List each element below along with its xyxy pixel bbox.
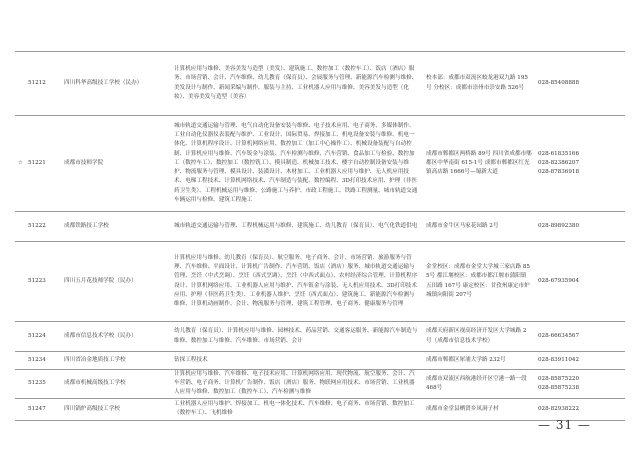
school-majors: 城市轨道交通运输与管理、电气自动化设备安装与维修、电子技术应用、电子商务、多媒体制作、工业自动化仪器仪表装配与维护、工业设计、国际贸易、焊接加工、机电设备安装与维修、机电一体化、计算机程序设计、计算机网络应用、数控加工（加工中心操作工）、机械设备装配与自动控制、计算机应用与维修、汽车钣金与涂装、汽车检测与维修、汽车营销、食品加工与检验、数控加工（数控车工）、数控加工（数控铣工）、模具制造、机械加工技术、楼宇自动控制设备安装与维护、物流服务与管理、模具设计、装潢设计、木材加工、工业机器人应用与维护、无人机应用技术、电梯工程技术、计算机网络技术、汽车制造与装配、数控编程、3D打印技术应用、护理（非医药卫生类）、工程机械运用与维修、公路施工与养护、市政工程施工、铁路工程测量、城市轨道交通车辆运用与检修、建筑工程施工 <box>171 116 423 212</box>
school-phone <box>535 116 625 212</box>
star-mark <box>15 370 25 399</box>
school-phone <box>535 52 625 116</box>
school-phone <box>535 398 625 420</box>
school-address: 成都市郫都区犀浦大学路 232号 <box>423 352 535 370</box>
school-name: 四川锅炉高级技工学校 <box>61 398 171 420</box>
school-name: 成都铁路技工学校 <box>61 212 171 242</box>
phone-number: 028-89892380 <box>538 222 580 229</box>
school-table <box>15 51 625 421</box>
school-majors: 幼儿教育（保育员）、计算机应用与维修、园林技术、药品营销、交通客运服务、新能源汽车制造与维修、数控加工与维修、汽车维修、市场营销、会计 <box>171 322 423 352</box>
school-phone <box>535 370 625 399</box>
school-majors: 钻探工程技术 <box>171 352 423 370</box>
school-code: 51223 <box>25 242 61 322</box>
phone-number: 028-85875238 <box>538 384 580 391</box>
school-code: 51235 <box>25 370 61 399</box>
school-name: 四川五月花技师学院（民办） <box>61 242 171 322</box>
school-address: 成都市郫都区两桥路 89号 四川省成都市郫都区中华南街 615-1号 成都市郫都区红光镇高店路 1666号—蜀新大道 <box>423 116 535 212</box>
school-address: 金堂校区：成都市金堂大学城三家店路 855号 都江堰校区：成都市都江堰市蒲阳镇五田路 167号 康定校区：甘孜州康定市炉城镇向阳街 207号 <box>423 242 535 322</box>
school-address: 校本部：成都市双流区蛟龙港双九路 195号 分校区：成都市崇州市崇安路 526号 <box>423 52 535 116</box>
table-row <box>15 52 625 116</box>
school-phone <box>535 352 625 370</box>
school-address: 成都市金堂县栖贤乡凤洞子村 <box>423 398 535 420</box>
school-phone <box>535 322 625 352</box>
table-row <box>15 398 625 420</box>
school-code: 51212 <box>25 52 61 116</box>
school-phone <box>535 212 625 242</box>
school-phone <box>535 242 625 322</box>
school-code: 51221 <box>25 116 61 212</box>
page-number: — 31 — <box>538 418 591 432</box>
school-name: 成都市信息技术学校（民办） <box>61 322 171 352</box>
star-mark <box>15 398 25 420</box>
phone-number: 028-83911042 <box>538 356 580 363</box>
star-mark <box>15 322 25 352</box>
phone-number: 028-61835166 <box>538 150 580 157</box>
school-name: 四川科华高级技工学校（民办） <box>61 52 171 116</box>
school-majors: 计算机应用与维修、美容美发与造型（美发）、建筑施工、数控加工（数控车工）、饭店（酒店）服务、市场营销、会计、汽车维修、幼儿教育（保育员）、会展服务与管理、新能源汽车检测与维修、美发设计与制作、新闻采编与制作、服装与主持、工业机器人应用与维修、美容美发与造型（化妆）、美容美发与造型（美容） <box>171 52 423 116</box>
school-code: 51247 <box>25 398 61 420</box>
school-address: 成都天府新区视高经济开发区大学城路 2号（成都市信息技术学校） <box>423 322 535 352</box>
school-name: 成都市机械高级技工学校 <box>61 370 171 399</box>
phone-number: 028-82938222 <box>538 405 580 412</box>
table-row <box>15 242 625 322</box>
table-row <box>15 352 625 370</box>
school-majors: 计算机应用与维修、幼儿教育（保育员）、航空服务、电子商务、会计、市场营销、旅游服务与管理、汽车维修、平面设计、计算机广告制作、汽车营销、饭店（酒店）服务、城市轨道交通运输与管理、烹饪（中式烹调）、烹饪（西式烹调）、烹饪（中西式面点）、农村经济综合管理、计算机程序设计、计算机网络应用、工业机器人应用与维护、汽车钣金与涂装、无人机应用技术、3D打印技术应用、护理（非医药卫生类）、工业机器人维护、烹饪（西式面点）、建筑施工、新能源汽车检测与维修、计算机动画制作、会计、物流服务与管理、建筑工程管理、电子商务、健康服务与管理 <box>171 242 423 322</box>
school-code: 51234 <box>25 352 61 370</box>
school-majors: 计算机应用与维修、汽车维修、电子技术应用、计算机网络应用、现代物流、航空服务、会计、汽车营销、电子商务、计算机广告制作、饭店（酒店）服务、物联网应用技术、市场营销、工业机器人应用与维修、数控加工（数控车工）、汽车检测与维修 <box>171 370 423 399</box>
phone-number: 028-85875220 <box>538 375 580 382</box>
school-address: 成都市双流区西航港经开区空港一路一段 468号 <box>423 370 535 399</box>
table-row <box>15 116 625 212</box>
star-mark <box>15 212 25 242</box>
phone-number: 028-87836918 <box>538 169 580 176</box>
star-mark <box>15 242 25 322</box>
school-name: 四川省冶金地质技工学校 <box>61 352 171 370</box>
school-address: 成都市金牛区马家花园路 2号 <box>423 212 535 242</box>
table-row <box>15 212 625 242</box>
star-mark <box>15 352 25 370</box>
school-majors: 工业机器人应用与维护、焊接加工、机电一体化技术、汽车维修、电子商务、市场营销、数控加工（数控车工）、飞机维修 <box>171 398 423 420</box>
school-code: 51222 <box>25 212 61 242</box>
star-mark <box>15 52 25 116</box>
phone-number: 028-82386207 <box>538 159 580 166</box>
phone-number: 028-67935904 <box>538 277 580 284</box>
phone-number: 028-85408888 <box>538 79 580 86</box>
school-name: 成都市技师学院 <box>61 116 171 212</box>
star-mark: ☆ <box>15 116 25 212</box>
table-row <box>15 370 625 399</box>
school-majors: 城市轨道交通运输与管理、工程机械运用与维修、建筑施工、幼儿教育（保育员）、电气化铁道供电 <box>171 212 423 242</box>
school-code: 51224 <box>25 322 61 352</box>
phone-number: 028-66634567 <box>538 332 580 339</box>
table-row <box>15 322 625 352</box>
